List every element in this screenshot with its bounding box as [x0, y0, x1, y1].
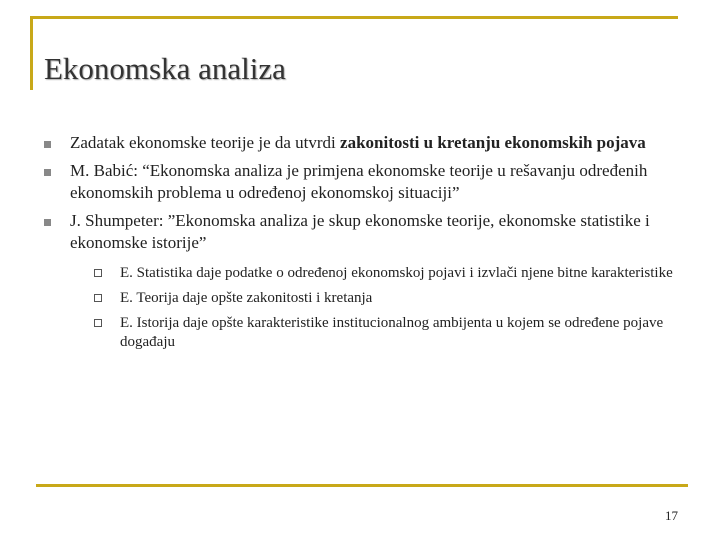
slide-title: Ekonomska analiza — [44, 51, 286, 86]
sub-bullet-text: E. Istorija daje opšte karakteristike institucionalnog ambijenta u kojem se određene pojave događaju — [120, 315, 664, 350]
page-number: 17 — [665, 508, 678, 523]
bullet-text: Zadatak ekonomske teorije je da utvrdi — [70, 133, 341, 152]
bullet-list — [44, 132, 684, 358]
hollow-square-bullet-icon — [94, 319, 102, 327]
sub-bullet-item — [94, 289, 684, 308]
bullet-text: M. Babić: “Ekonomska analiza je primjena ekonomske teorije u rešavanju određenih ekonomskih problema u određenoj ekonomskoj situaciji” — [70, 161, 648, 202]
hollow-square-bullet-icon — [94, 294, 102, 302]
bullet-text-bold: zakonitosti u kretanju ekonomskih pojava — [340, 133, 646, 152]
bullet-item — [44, 160, 684, 204]
square-bullet-icon — [44, 219, 51, 226]
square-bullet-icon — [44, 141, 51, 148]
sub-bullet-text: E. Statistika daje podatke o određenoj ekonomskoj pojavi i izvlači njene bitne karakteristike — [120, 265, 673, 281]
bullet-text: J. Shumpeter: ”Ekonomska analiza je skup ekonomske teorije, ekonomske statistike i ekonomske istorije” — [70, 211, 650, 252]
sub-bullet-item — [94, 264, 684, 283]
sub-bullet-item — [94, 314, 684, 352]
bullet-item — [44, 210, 684, 352]
sub-bullet-list — [94, 264, 684, 352]
square-bullet-icon — [44, 169, 51, 176]
hollow-square-bullet-icon — [94, 269, 102, 277]
sub-bullet-text: E. Teorija daje opšte zakonitosti i kretanja — [120, 290, 373, 306]
footer-divider — [36, 484, 688, 487]
frame-top-border — [30, 16, 678, 19]
bullet-item — [44, 132, 684, 154]
frame-left-border — [30, 16, 33, 90]
